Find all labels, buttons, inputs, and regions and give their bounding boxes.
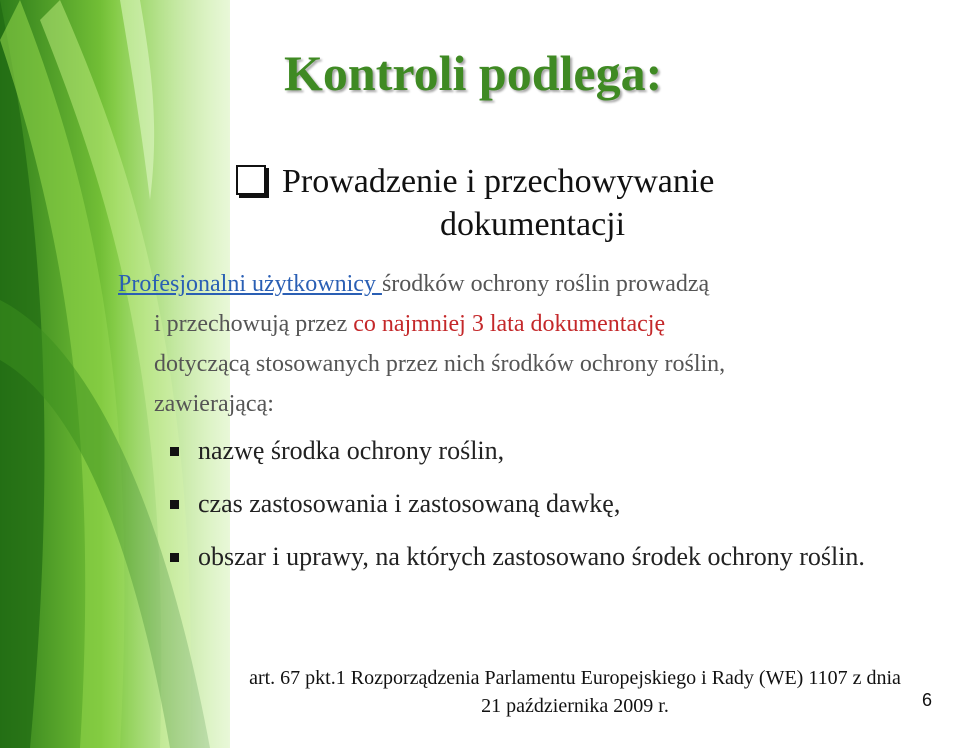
list-item [160, 540, 960, 574]
body-paragraph [118, 264, 958, 424]
list-item [160, 487, 960, 521]
square-bullet-icon [170, 447, 179, 456]
footer-line1: art. 67 pkt.1 Rozporządzenia Parlamentu Europejskiego i Rady (WE) 1107 z dnia [249, 667, 901, 689]
paragraph-line2 [118, 304, 958, 344]
subheading-line1: Prowadzenie i przechowywanie [282, 163, 715, 200]
checkbox-bullet-icon [236, 165, 266, 195]
subheading [236, 160, 876, 246]
paragraph-part2: i przechowują przez [154, 311, 354, 337]
highlight-text: Profesjonalni użytkownicy [118, 271, 382, 297]
square-bullet-icon [170, 553, 179, 562]
list-item [160, 434, 960, 468]
list-item-text: obszar i uprawy, na których zastosowano środek ochrony roślin. [198, 542, 865, 571]
page-number: 6 [922, 690, 933, 710]
paragraph-line3: dotyczącą stosowanych przez nich środków ochrony roślin, [154, 351, 726, 377]
bullet-list [160, 434, 960, 593]
list-item-text: nazwę środka ochrony roślin, [198, 436, 505, 465]
paragraph-line4: zawierającą: [154, 391, 274, 417]
red-highlight-text: co najmniej 3 lata dokumentację [353, 311, 666, 337]
footer-citation [190, 664, 960, 720]
square-bullet-icon [170, 500, 179, 509]
paragraph-part1: środków ochrony roślin prowadzą [381, 271, 710, 297]
subheading-line2: dokumentacji [440, 206, 626, 243]
list-item-text: czas zastosowania i zastosowaną dawkę, [198, 489, 621, 518]
footer-line2: 21 października 2009 r. [481, 695, 669, 717]
slide-title: Kontroli podlega: [284, 45, 663, 101]
